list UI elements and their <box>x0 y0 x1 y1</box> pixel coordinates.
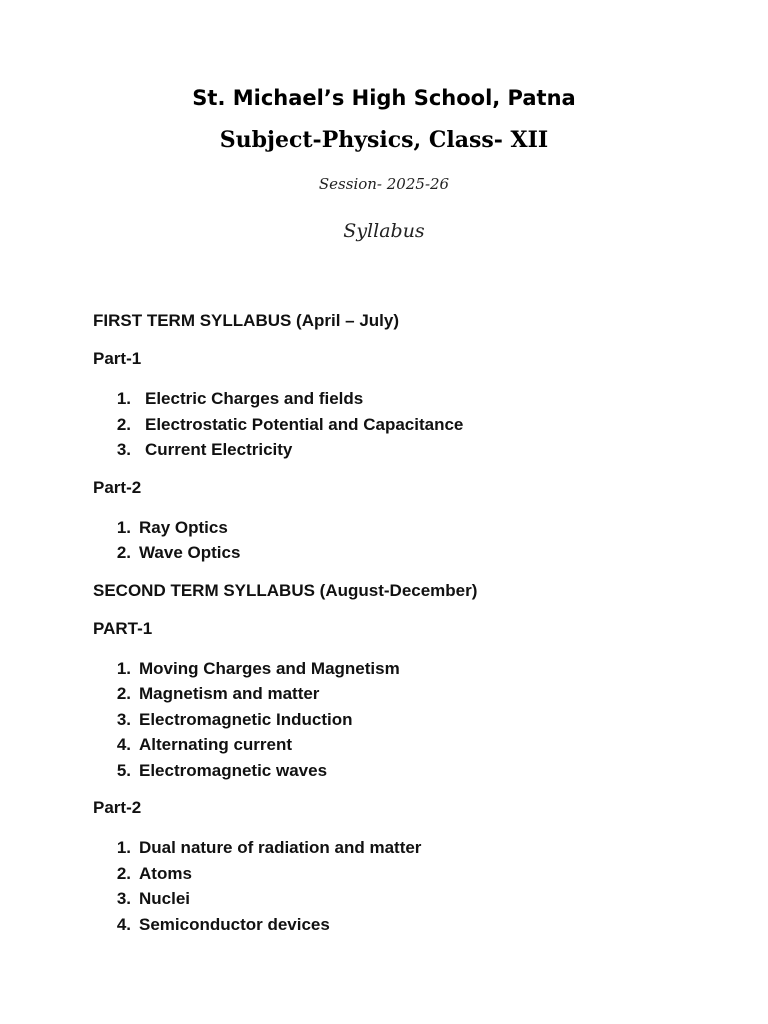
list-item: 3. Electromagnetic Induction <box>116 709 353 729</box>
school-name: St. Michael’s High School, Patna <box>192 86 576 110</box>
first-term-title: FIRST TERM SYLLABUS (April – July) <box>93 311 400 330</box>
session-label: Session- 2025-26 <box>318 175 450 193</box>
list-item: 2. Magnetism and matter <box>116 684 320 703</box>
first-term-part1-label: Part-1 <box>93 349 142 368</box>
list-item: 5. Electromagnetic waves <box>116 760 328 780</box>
list-item: 3. Nuclei <box>116 889 191 908</box>
syllabus-content <box>93 310 713 951</box>
list-item: 1. Dual nature of radiation and matter <box>116 838 422 857</box>
list-item: 4. Semiconductor devices <box>116 914 330 934</box>
second-term-part1-list <box>93 656 713 784</box>
second-term-part2-list <box>93 835 713 937</box>
second-term-title: SECOND TERM SYLLABUS (August-December) <box>93 580 478 600</box>
list-item: 2. Wave Optics <box>116 543 241 562</box>
list-item: 1. Moving Charges and Magnetism <box>116 658 400 678</box>
list-item: 2. Electrostatic Potential and Capacitance <box>116 414 464 434</box>
first-term-part1-list <box>93 386 713 463</box>
list-item: 2. Atoms <box>116 863 192 883</box>
first-term-part2-label: Part-2 <box>93 477 142 497</box>
list-item: 1. Electric Charges and fields <box>116 389 364 408</box>
list-item: 3. Current Electricity <box>116 440 293 459</box>
syllabus-heading: Syllabus <box>343 220 425 242</box>
first-term-part2-list <box>93 515 713 566</box>
list-item: 4. Alternating current <box>116 735 293 754</box>
list-item: 1. Ray Optics <box>116 517 228 537</box>
second-term-part2-label: Part-2 <box>93 798 142 817</box>
second-term-part1-label: PART-1 <box>93 618 153 638</box>
subject-class-title: Subject-Physics, Class- XII <box>219 127 549 153</box>
